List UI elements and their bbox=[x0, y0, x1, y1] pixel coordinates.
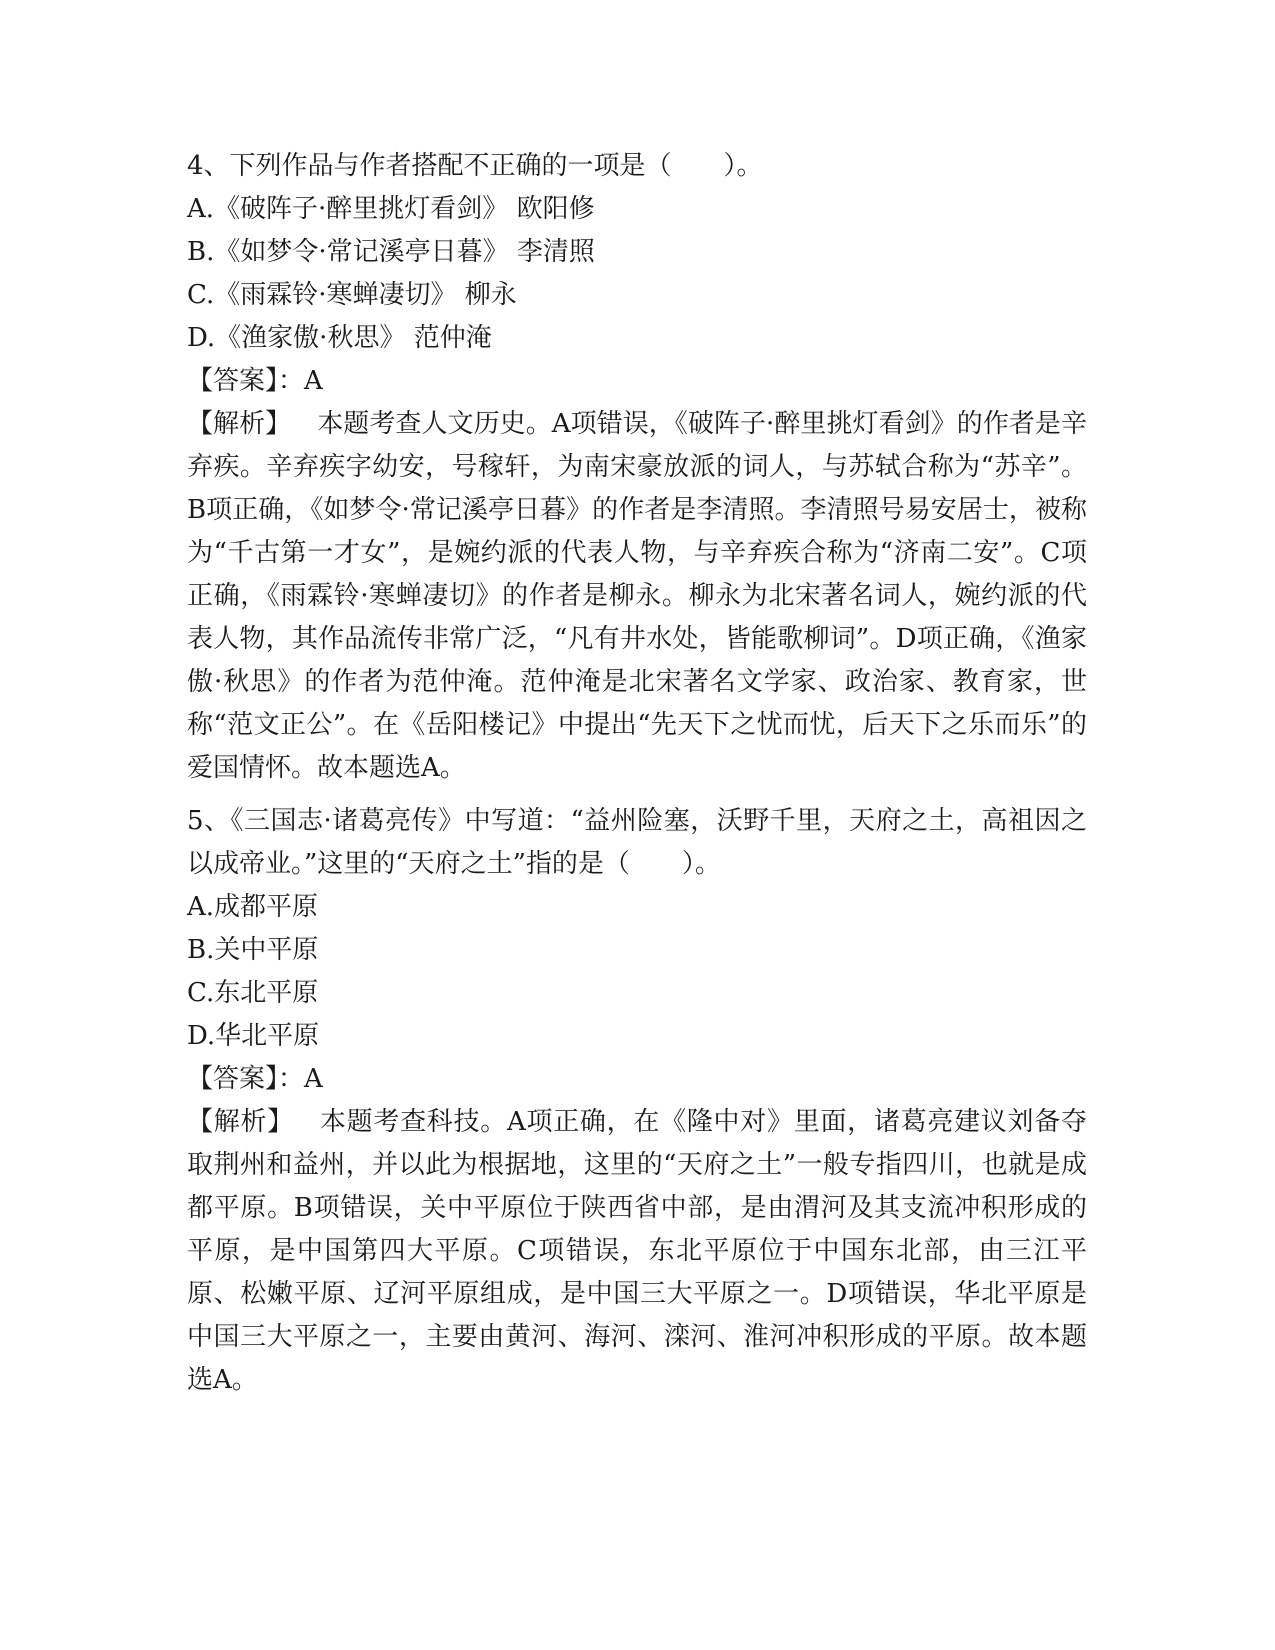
option-b: B.关中平原 bbox=[187, 935, 319, 965]
answer-line: 【答案】：A bbox=[187, 1064, 323, 1094]
explanation bbox=[187, 403, 1087, 790]
question-5 bbox=[187, 800, 1087, 1402]
explanation-label: 【解析】 bbox=[187, 1107, 294, 1137]
option-c: C.东北平原 bbox=[187, 978, 319, 1008]
option-a: A.《破阵子·醉里挑灯看剑》 欧阳修 bbox=[187, 194, 595, 224]
answer-line: 【答案】：A bbox=[187, 366, 323, 396]
explanation-text: 本题考查人文历史。A项错误，《破阵子·醉里挑灯看剑》的作者是辛弃疾。辛弃疾字幼安，号稼轩，为南宋豪放派的词人，与苏轼合称为“苏辛”。B项正确，《如梦令·常记溪亭日暮》的作者是李清照。李清照号易安居士，被称为“千古第一才女”，是婉约派的代表人物，与辛弃疾合称为“济南二安”。C项正确，《雨霖铃·寒蝉凄切》的作者是柳永。柳永为北宋著名词人，婉约派的代表人物，其作品流传非常广泛，“凡有井水处，皆能歌柳词”。D项正确，《渔家傲·秋思》的作者为范仲淹。范仲淹是北宋著名文学家、政治家、教育家，世称“范文正公”。在《岳阳楼记》中提出“先天下之忧而忧，后天下之乐而乐”的爱国情怀。故本题选A。 bbox=[187, 409, 1088, 783]
option-b: B.《如梦令·常记溪亭日暮》 李清照 bbox=[187, 237, 595, 267]
option-c: C.《雨霖铃·寒蝉凄切》 柳永 bbox=[187, 280, 517, 310]
option-d: D.华北平原 bbox=[187, 1021, 320, 1051]
option-d: D.《渔家傲·秋思》 范仲淹 bbox=[187, 323, 492, 353]
question-4 bbox=[187, 145, 1087, 790]
explanation-label: 【解析】 bbox=[187, 409, 292, 439]
explanation bbox=[187, 1101, 1087, 1402]
option-a: A.成都平原 bbox=[187, 892, 319, 922]
explanation-text: 本题考查科技。A项正确，在《隆中对》里面，诸葛亮建议刘备夺取荆州和益州，并以此为根据地，这里的“天府之土”一般专指四川，也就是成都平原。B项错误，关中平原位于陕西省中部，是由渭河及其支流冲积形成的平原，是中国第四大平原。C项错误，东北平原位于中国东北部，由三江平原、松嫩平原、辽河平原组成，是中国三大平原之一。D项错误，华北平原是中国三大平原之一，主要由黄河、海河、滦河、淮河冲积形成的平原。故本题选A。 bbox=[187, 1107, 1087, 1395]
document-content bbox=[187, 145, 1087, 1402]
question-stem: 5、《三国志·诸葛亮传》中写道：“益州险塞，沃野千里，天府之土，高祖因之以成帝业。”这里的“天府之土”指的是（ ）。 bbox=[187, 806, 1087, 879]
question-stem: 4、下列作品与作者搭配不正确的一项是（ ）。 bbox=[187, 151, 763, 181]
